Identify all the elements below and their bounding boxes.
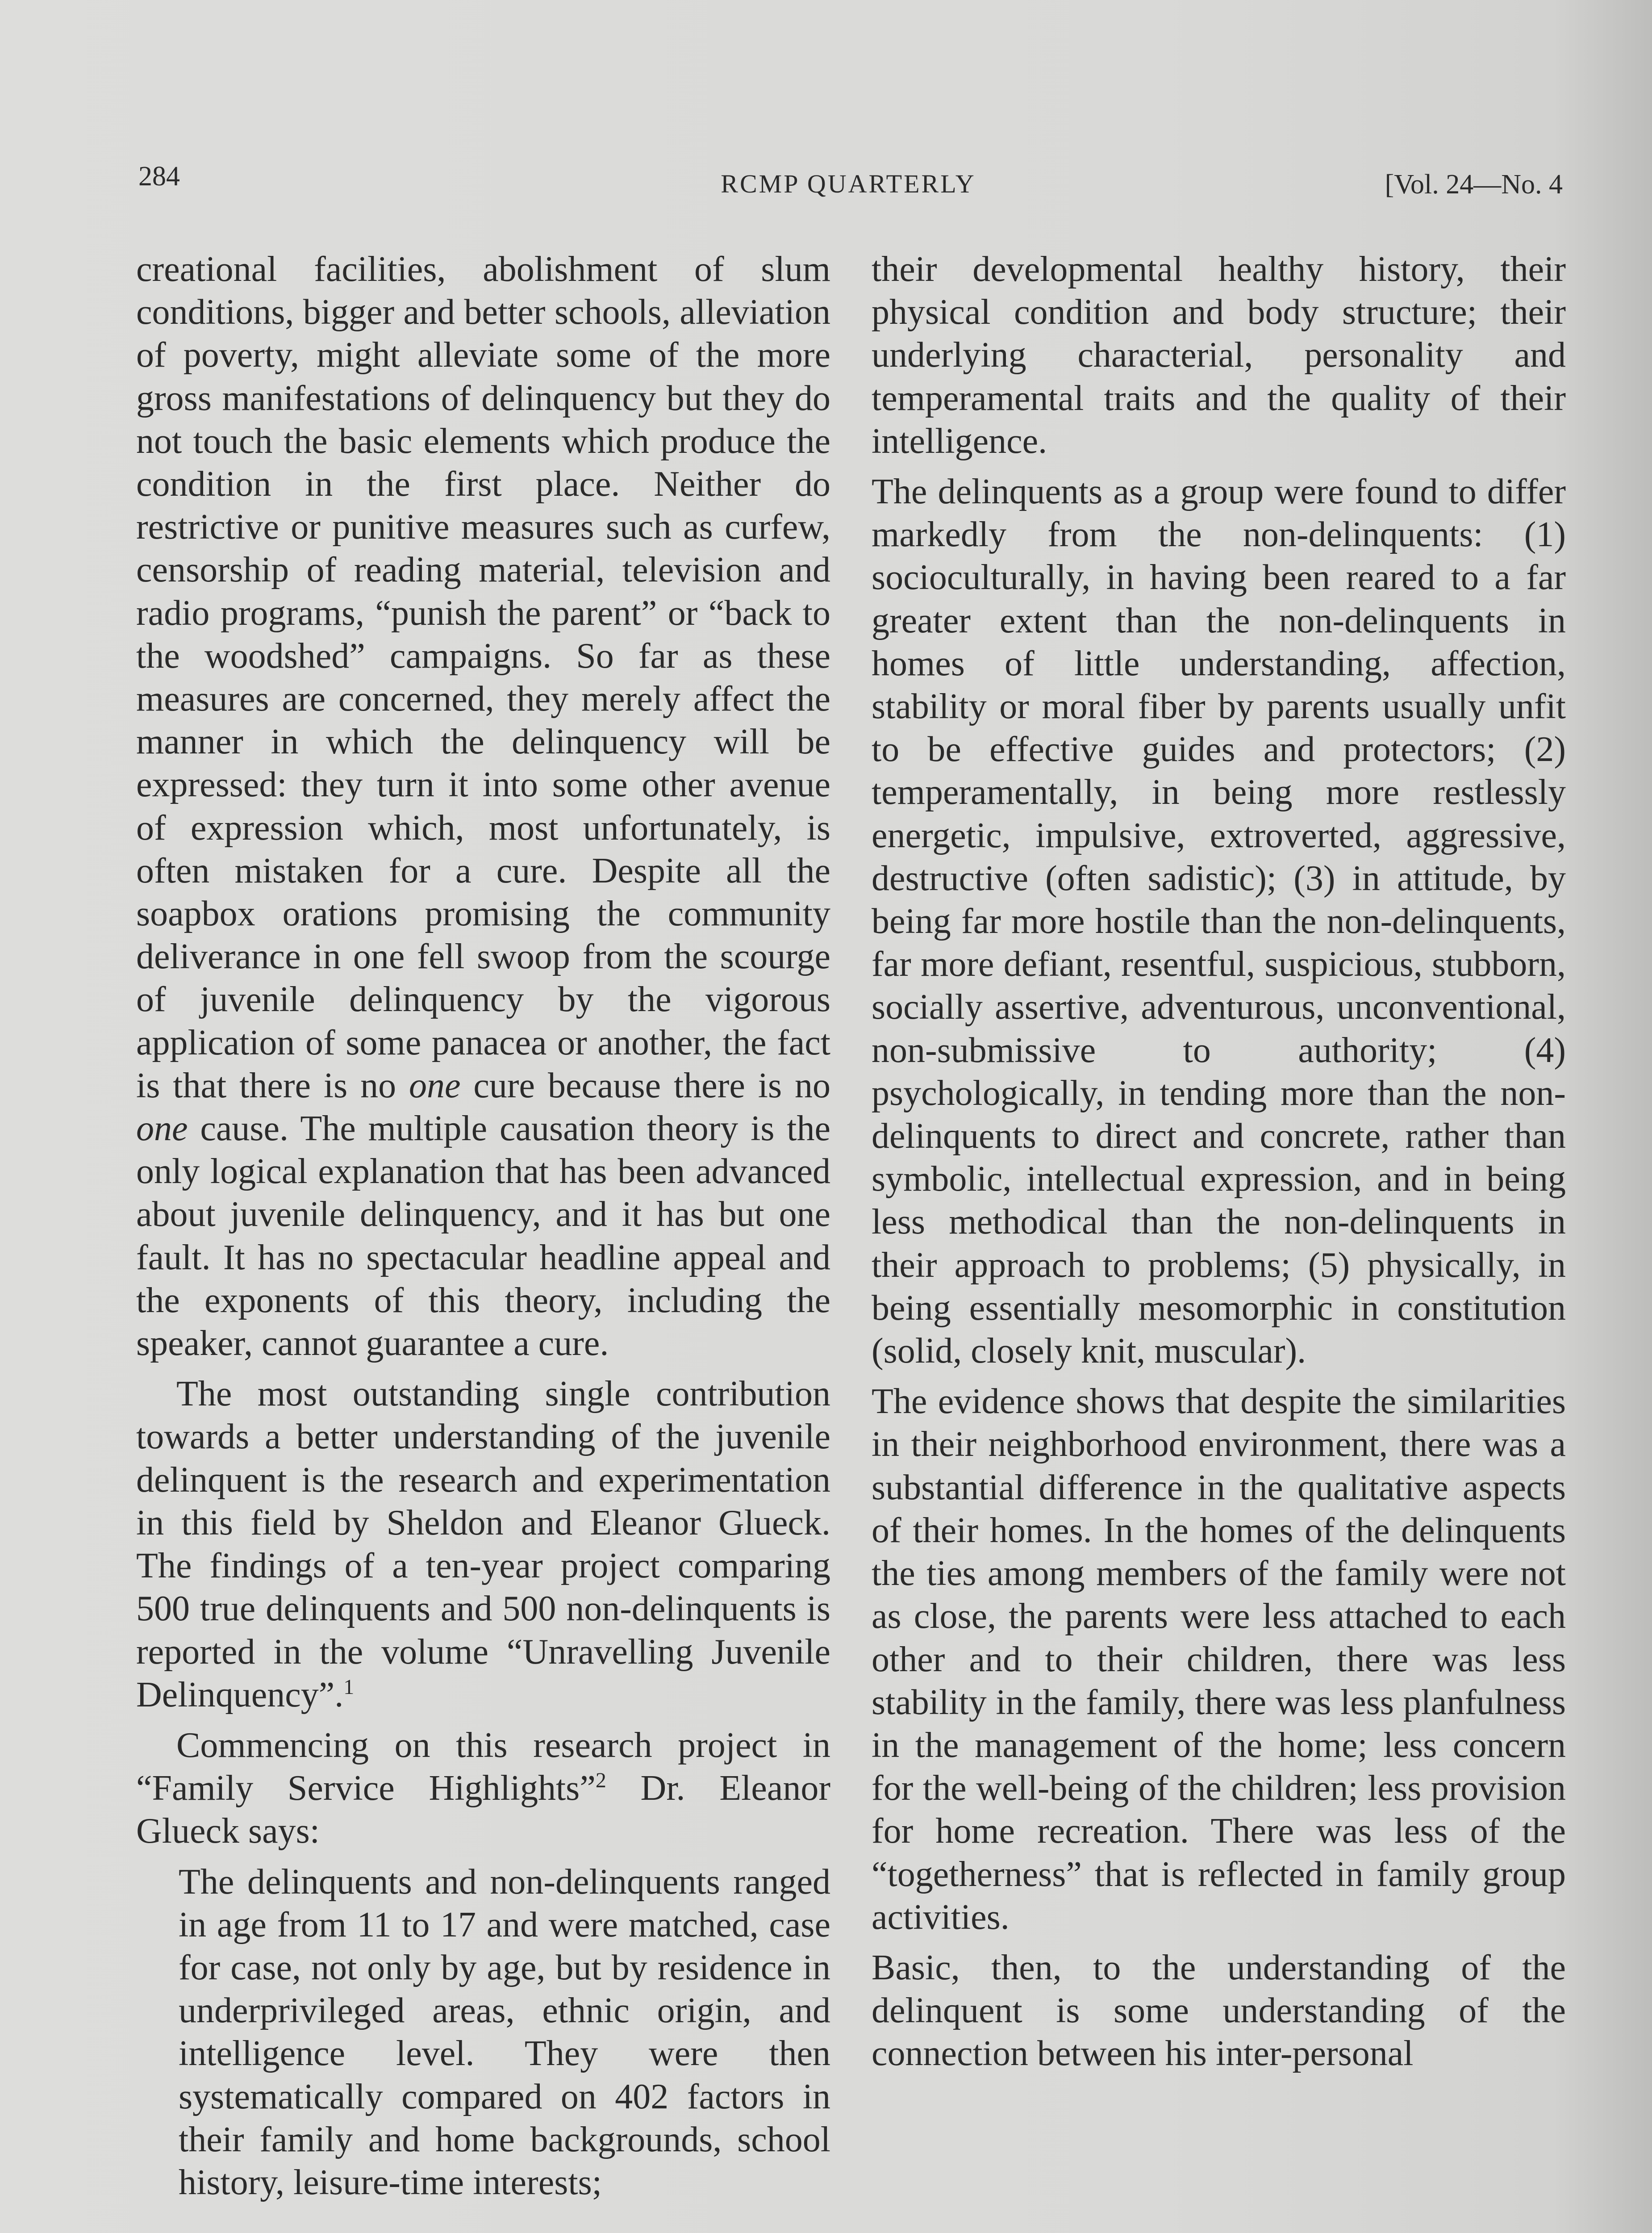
text-run: Commencing on this research project in “Family Service Highlights” <box>136 1725 830 1808</box>
paragraph <box>136 248 830 1365</box>
text-run: cure because there is no <box>473 1066 831 1105</box>
paragraph: The evidence shows that despite the similarities in their neighborhood environment, there was a substantial difference in the qualitative aspects of their homes. In the homes of the delinquents the ties among members of the family were not as close, the parents were less attached to each other and to their children, there was less stability in the family, there was less planfulness in the management of the home; less concern for the well-being of the children; less provision for home recreation. There was less of the “togetherness” that is reflected in family group activities. <box>872 1382 1566 1937</box>
journal-title: RCMP QUARTERLY <box>721 169 976 198</box>
volume-info: [Vol. 24—No. 4 <box>1385 169 1563 200</box>
right-column <box>872 248 1566 2083</box>
paragraph <box>136 1724 830 1853</box>
emphasis: one <box>136 1109 188 1149</box>
footnote-marker: 2 <box>595 1769 606 1793</box>
block-quote: The delinquents and non-delinquents ranged in age from 11 to 17 and were matched, case for case, not only by age, but by residence in underprivileged areas, ethnic origin, and intelligence level. They were then systematically compared on 402 factors in their family and home backgrounds, school history, leisure-time interests; <box>179 1862 830 2202</box>
paragraph <box>136 1372 830 1716</box>
paragraph: their developmental healthy history, their physical condition and body structure; their underlying characterial, personality and temperamental traits and the quality of their intelligence. <box>872 250 1566 461</box>
footnote-marker: 1 <box>343 1675 355 1699</box>
paragraph: The delinquents as a group were found to differ markedly from the non-delinquents: (1) socioculturally, in having been reared to a far greater extent than the non-delinquents in homes of little understanding, affection, stability or moral fiber by parents usually unfit to be effective guides and protectors; (2) temperamentally, in being more restlessly energetic, impulsive, extroverted, aggressive, destructive (often sadistic); (3) in attitude, by being far more hostile than the non-delinquents, far more defiant, resentful, suspicious, stubborn, socially assertive, adventurous, unconventional, non-submissive to authority; (4) psychologically, in tending more than the non-delinquents to direct and concrete, rather than symbolic, intellectual expression, and in being less methodical than the non-delinquents in their approach to problems; (5) physically, in being essentially mesomorphic in constitution (solid, closely knit, muscular). <box>872 472 1566 1371</box>
paragraph: Basic, then, to the understanding of the delinquent is some understanding of the connection between his inter-personal <box>872 1948 1566 2074</box>
page-number: 284 <box>138 161 180 192</box>
text-run: creational facilities, abolishment of slum conditions, bigger and better schools, alleviation of poverty, might alleviate some of the more gross manifestations of delinquency but they do not touch the basic elements which produce the condition in the first place. Neither do restrictive or punitive measures such as curfew, censorship of reading material, television and radio programs, “punish the parent” or “back to the woodshed” campaigns. So far as these measures are concerned, they merely affect the manner in which the delinquency will be expressed: they turn it into some other avenue of expression which, most unfortunately, is often mistaken for a cure. Despite all the soapbox orations promising the community deliverance in one fell swoop from the scourge of juvenile delinquency by the vigorous application of some panacea or another, the fact is that there is no <box>136 250 830 1105</box>
text-run: cause. The multiple causation theory is the only logical explanation that has been advanced about juvenile delinquency, and it has but one fault. It has no spectacular headline appeal and the exponents of this theory, including the speaker, cannot guarantee a cure. <box>136 1109 830 1363</box>
emphasis: one <box>409 1066 461 1105</box>
left-column <box>136 248 830 2212</box>
running-header <box>134 161 1563 205</box>
text-run: The most outstanding single contribution towards a better understanding of the juvenile delinquent is the research and experimentation in this field by Sheldon and Eleanor Glueck. The findings of a ten-year project comparing 500 true delinquents and 500 non-delinquents is reported in the volume “Unravelling Juvenile Delinquency”. <box>136 1374 830 1714</box>
text-run: Dr. Eleanor Glueck says: <box>136 1769 831 1851</box>
